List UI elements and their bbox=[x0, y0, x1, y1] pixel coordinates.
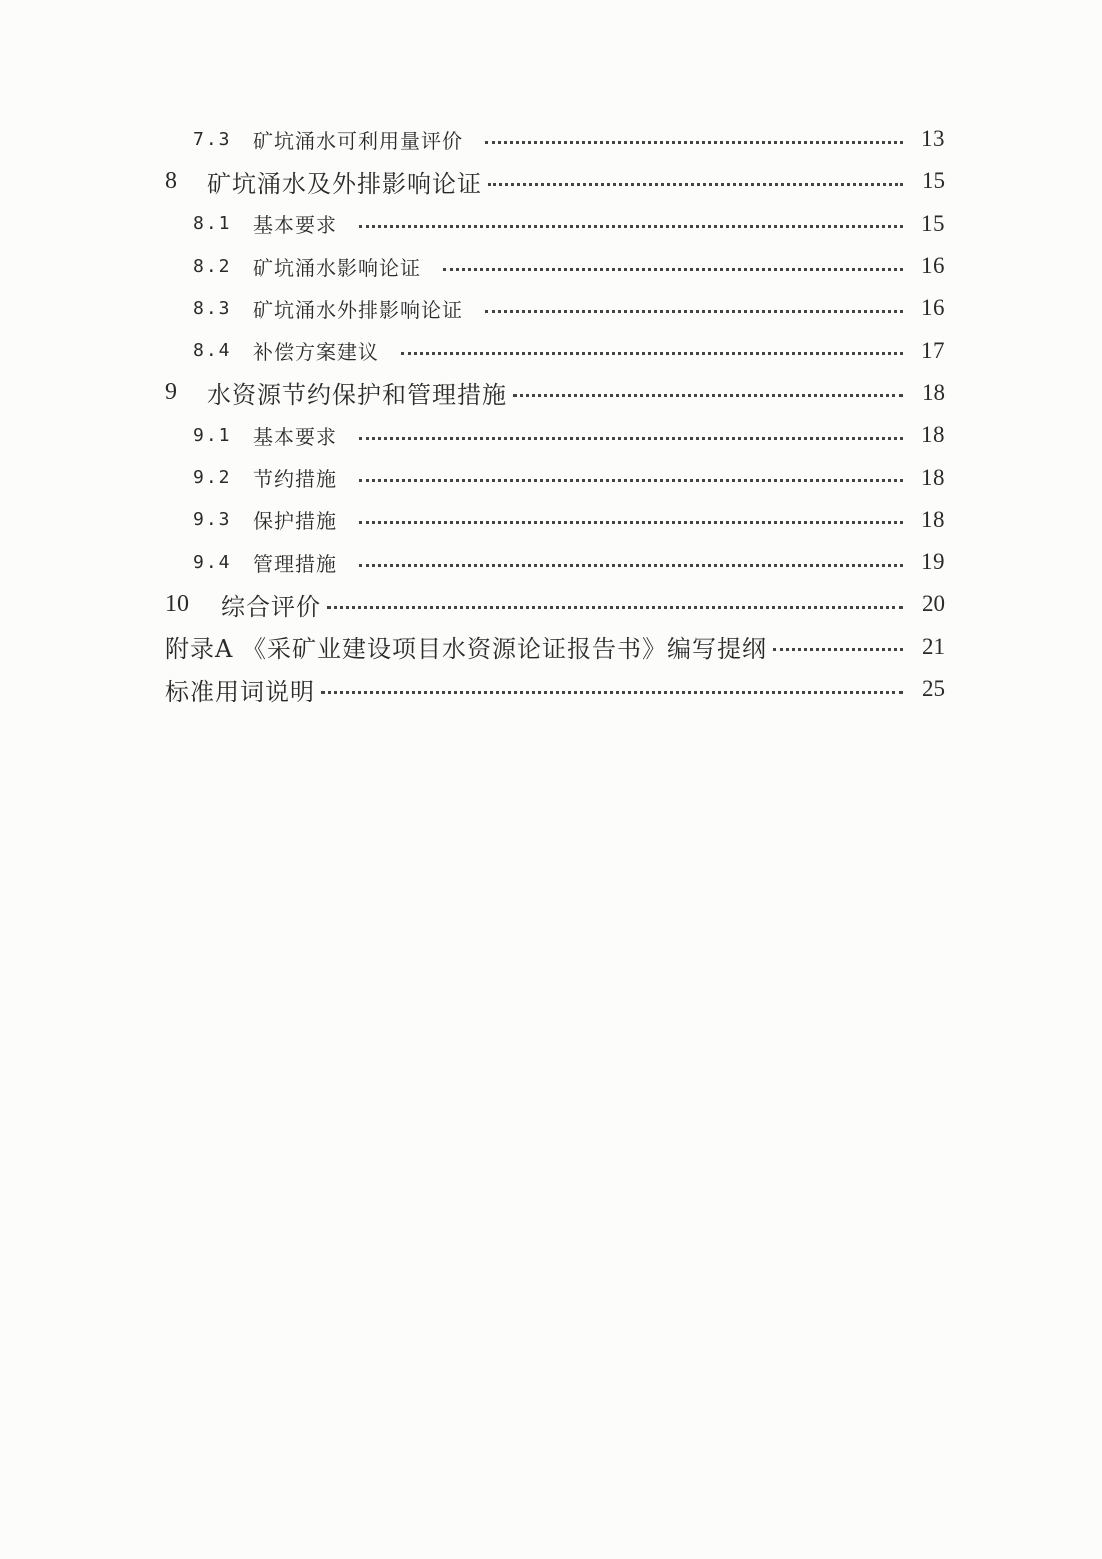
toc-entry-page: 18 bbox=[921, 506, 945, 532]
dot-leader bbox=[773, 648, 903, 651]
toc-entry-title: 综合评价 bbox=[221, 592, 321, 621]
toc-entry-page: 21 bbox=[922, 633, 945, 659]
toc-entry-page: 15 bbox=[921, 210, 945, 236]
toc-entry-8[interactable] bbox=[165, 160, 945, 202]
toc-entry-number: 9 bbox=[165, 379, 177, 406]
toc-entry-page: 18 bbox=[921, 464, 945, 490]
dot-leader bbox=[359, 437, 903, 440]
toc-entry-page: 16 bbox=[921, 295, 945, 321]
toc-entry-page: 13 bbox=[921, 126, 945, 152]
toc-entry-number: 9.4 bbox=[193, 551, 232, 573]
toc-entry-title: 矿坑涌水影响论证 bbox=[253, 255, 421, 280]
toc-entry-title: 矿坑涌水可利用量评价 bbox=[253, 128, 463, 153]
table-of-contents bbox=[165, 118, 945, 710]
toc-entry-title: 基本要求 bbox=[253, 424, 337, 449]
toc-entry-number: 8.2 bbox=[193, 255, 232, 277]
toc-entry-page: 15 bbox=[922, 168, 945, 194]
toc-entry-number: 9.2 bbox=[193, 467, 232, 489]
toc-entry-title: 管理措施 bbox=[253, 551, 337, 576]
toc-entry-9-4[interactable] bbox=[165, 541, 945, 583]
dot-leader bbox=[485, 310, 903, 313]
toc-entry-terminology[interactable] bbox=[165, 668, 945, 710]
toc-entry-title: 节约措施 bbox=[253, 467, 337, 492]
dot-leader bbox=[443, 268, 903, 271]
dot-leader bbox=[513, 394, 903, 397]
toc-entry-number: 8.3 bbox=[193, 297, 232, 319]
toc-entry-7-3[interactable] bbox=[165, 118, 945, 160]
toc-entry-number: 8 bbox=[165, 167, 177, 194]
toc-entry-9-2[interactable] bbox=[165, 456, 945, 498]
toc-entry-page: 17 bbox=[921, 337, 945, 363]
toc-entry-appendix-a[interactable] bbox=[165, 626, 945, 668]
toc-entry-page: 20 bbox=[922, 591, 945, 617]
toc-entry-title: 保护措施 bbox=[253, 509, 337, 534]
toc-entry-9-1[interactable] bbox=[165, 414, 945, 456]
toc-entry-title: 矿坑涌水外排影响论证 bbox=[253, 297, 463, 322]
toc-entry-9[interactable] bbox=[165, 372, 945, 414]
toc-entry-title: 附录A 《采矿业建设项目水资源论证报告书》编写提纲 bbox=[165, 635, 767, 664]
toc-entry-page: 19 bbox=[921, 549, 945, 575]
toc-entry-number: 7.3 bbox=[193, 128, 232, 150]
toc-entry-page: 25 bbox=[922, 676, 945, 701]
toc-entry-8-1[interactable] bbox=[165, 203, 945, 245]
toc-entry-title: 补偿方案建议 bbox=[253, 340, 379, 365]
dot-leader bbox=[359, 564, 903, 567]
dot-leader bbox=[485, 141, 903, 144]
toc-entry-title: 基本要求 bbox=[253, 213, 337, 238]
toc-entry-number: 8.1 bbox=[193, 213, 232, 235]
dot-leader bbox=[359, 225, 903, 228]
toc-entry-page: 16 bbox=[921, 253, 945, 279]
toc-entry-title: 标准用词说明 bbox=[165, 677, 315, 706]
toc-entry-number: 9.1 bbox=[193, 424, 232, 446]
toc-entry-8-4[interactable] bbox=[165, 329, 945, 371]
toc-entry-10[interactable] bbox=[165, 583, 945, 625]
dot-leader bbox=[359, 521, 903, 524]
dot-leader bbox=[401, 352, 903, 355]
toc-entry-page: 18 bbox=[921, 422, 945, 448]
toc-entry-title: 矿坑涌水及外排影响论证 bbox=[207, 169, 482, 198]
dot-leader bbox=[327, 606, 903, 609]
toc-entry-9-3[interactable] bbox=[165, 499, 945, 541]
toc-entry-number: 8.4 bbox=[193, 340, 232, 362]
toc-entry-number: 10 bbox=[165, 590, 189, 617]
dot-leader bbox=[488, 183, 903, 186]
toc-entry-8-2[interactable] bbox=[165, 245, 945, 287]
dot-leader bbox=[321, 691, 903, 694]
toc-entry-8-3[interactable] bbox=[165, 287, 945, 329]
toc-entry-page: 18 bbox=[922, 379, 945, 405]
dot-leader bbox=[359, 479, 903, 482]
toc-entry-number: 9.3 bbox=[193, 509, 232, 531]
toc-entry-title: 水资源节约保护和管理措施 bbox=[207, 381, 507, 410]
